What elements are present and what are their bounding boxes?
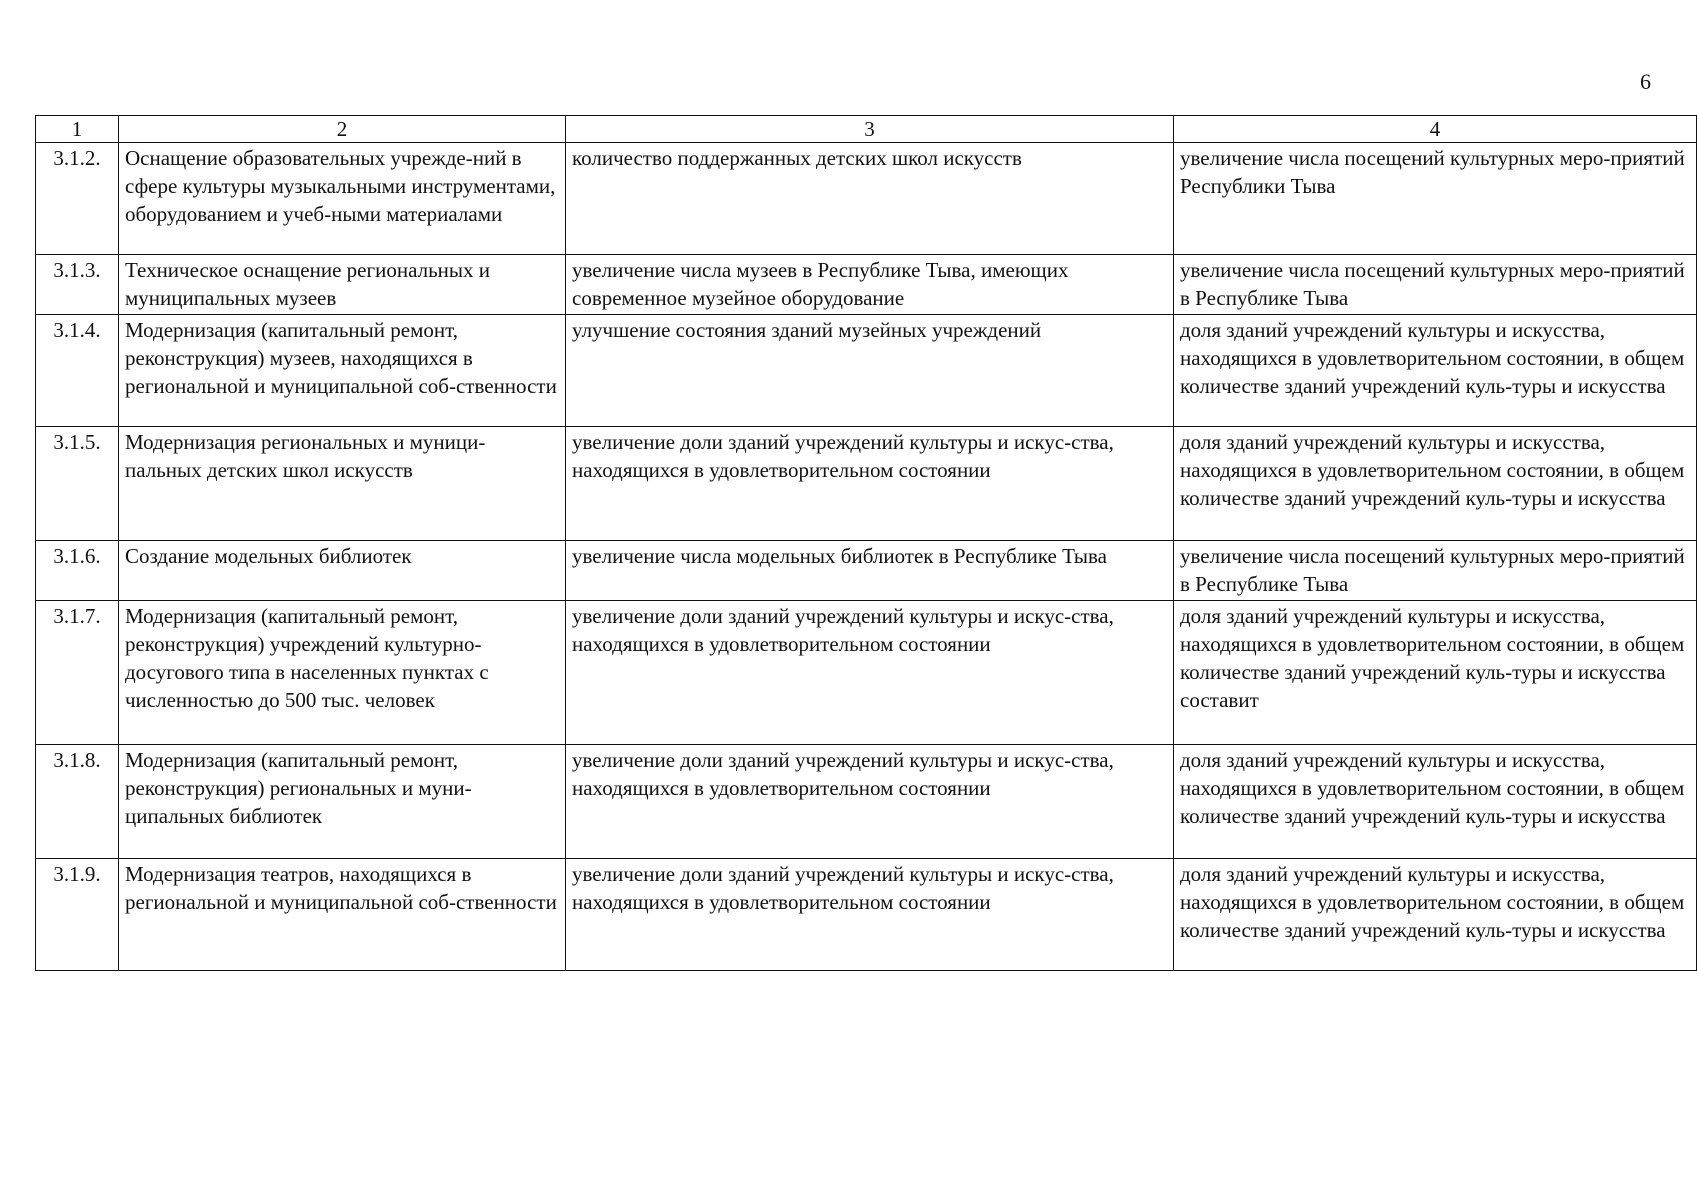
row-number: 3.1.8. [36,745,119,859]
indicator-cell: увеличение числа посещений культурных меро-приятий Республики Тыва [1174,143,1697,255]
table-row [36,427,1697,541]
table-row [36,315,1697,427]
header-col-1: 1 [36,116,119,143]
row-number: 3.1.4. [36,315,119,427]
event-cell: Оснащение образовательных учрежде-ний в сфере культуры музыкальными инструментами, оборудованием и учеб-ными материалами [119,143,566,255]
result-cell: увеличение доли зданий учреждений культуры и искус-ства, находящихся в удовлетворительном состоянии [566,601,1174,745]
indicator-cell: доля зданий учреждений культуры и искусства, находящихся в удовлетворительном состоянии, в общем количестве зданий учреждений куль-туры и искусства [1174,427,1697,541]
event-cell: Создание модельных библиотек [119,541,566,601]
event-cell: Модернизация региональных и муници-пальных детских школ искусств [119,427,566,541]
table-row [36,745,1697,859]
result-cell: увеличение доли зданий учреждений культуры и искус-ства, находящихся в удовлетворительном состоянии [566,859,1174,971]
row-number: 3.1.6. [36,541,119,601]
event-cell: Модернизация (капитальный ремонт, реконструкция) музеев, находящихся в региональной и муниципальной соб-ственности [119,315,566,427]
indicator-cell: доля зданий учреждений культуры и искусства, находящихся в удовлетворительном состоянии, в общем количестве зданий учреждений куль-туры и искусства [1174,745,1697,859]
row-number: 3.1.2. [36,143,119,255]
header-row [36,116,1697,143]
result-cell: увеличение числа модельных библиотек в Республике Тыва [566,541,1174,601]
result-cell: улучшение состояния зданий музейных учреждений [566,315,1174,427]
row-number: 3.1.5. [36,427,119,541]
header-col-4: 4 [1174,116,1697,143]
table-row [36,255,1697,315]
indicator-cell: доля зданий учреждений культуры и искусства, находящихся в удовлетворительном состоянии, в общем количестве зданий учреждений куль-туры и искусства составит [1174,601,1697,745]
indicator-cell: доля зданий учреждений культуры и искусства, находящихся в удовлетворительном состоянии, в общем количестве зданий учреждений куль-туры и искусства [1174,859,1697,971]
measures-table [35,115,1697,971]
result-cell: увеличение числа музеев в Республике Тыва, имеющих современное музейное оборудование [566,255,1174,315]
event-cell: Техническое оснащение региональных и муниципальных музеев [119,255,566,315]
page-number: 6 [1640,69,1651,94]
header-col-2: 2 [119,116,566,143]
table-row [36,541,1697,601]
indicator-cell: увеличение числа посещений культурных меро-приятий в Республике Тыва [1174,541,1697,601]
event-cell: Модернизация (капитальный ремонт, реконструкция) региональных и муни-ципальных библиотек [119,745,566,859]
result-cell: количество поддержанных детских школ искусств [566,143,1174,255]
table-row [36,601,1697,745]
event-cell: Модернизация (капитальный ремонт, реконструкция) учреждений культурно-досугового типа в населенных пунктах с численностью до 500 тыс. человек [119,601,566,745]
row-number: 3.1.3. [36,255,119,315]
measures-table-container [35,115,1696,971]
result-cell: увеличение доли зданий учреждений культуры и искус-ства, находящихся в удовлетворительном состоянии [566,745,1174,859]
row-number: 3.1.7. [36,601,119,745]
indicator-cell: увеличение числа посещений культурных меро-приятий в Республике Тыва [1174,255,1697,315]
table-row [36,859,1697,971]
table-row [36,143,1697,255]
event-cell: Модернизация театров, находящихся в региональной и муниципальной соб-ственности [119,859,566,971]
indicator-cell: доля зданий учреждений культуры и искусства, находящихся в удовлетворительном состоянии, в общем количестве зданий учреждений куль-туры и искусства [1174,315,1697,427]
result-cell: увеличение доли зданий учреждений культуры и искус-ства, находящихся в удовлетворительном состоянии [566,427,1174,541]
row-number: 3.1.9. [36,859,119,971]
header-col-3: 3 [566,116,1174,143]
